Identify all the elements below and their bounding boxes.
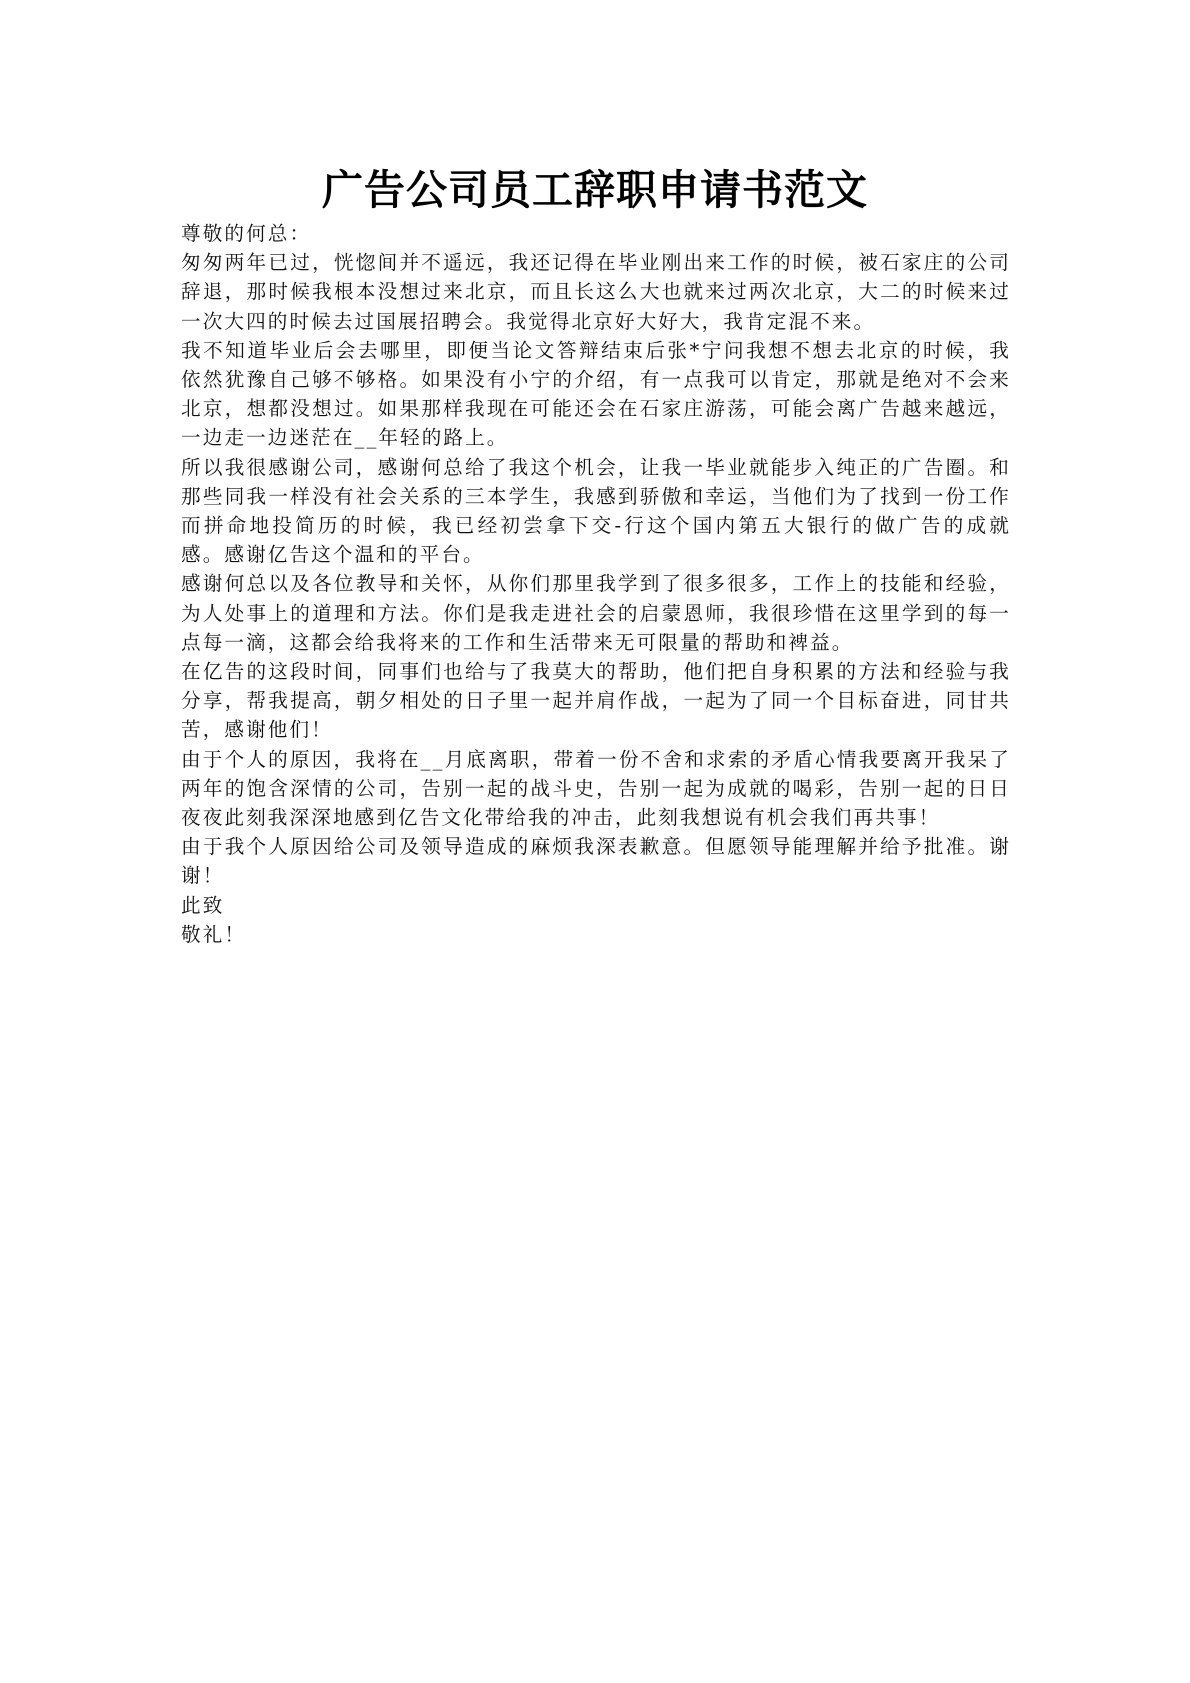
document-title: 广告公司员工辞职申请书范文 [322, 166, 868, 214]
paragraph-3: 所以我很感谢公司，感谢何总给了我这个机会，让我一毕业就能步入纯正的广告圈。和那些同我一样没有社会关系的三本学生，我感到骄傲和幸运，当他们为了找到一份工作而拼命地投简历的时候，我已经初尝拿下交-行这个国内第五大银行的做广告的成就感。感谢亿告这个温和的平台。 [181, 455, 1011, 567]
paragraph-5: 在亿告的这段时间，同事们也给与了我莫大的帮助，他们把自身积累的方法和经验与我分享，帮我提高，朝夕相处的日子里一起并肩作战，一起为了同一个目标奋进，同甘共苦，感谢他们！ [181, 660, 1011, 742]
paragraph-6: 由于个人的原因，我将在__月底离职，带着一份不舍和求索的矛盾心情我要离开我呆了两年的饱含深情的公司，告别一起的战斗史，告别一起为成就的喝彩，告别一起的日日夜夜此刻我深深地感到亿告文化带给我的冲击，此刻我想说有机会我们再共事！ [181, 747, 1011, 830]
paragraph-4: 感谢何总以及各位教导和关怀，从你们那里我学到了很多很多，工作上的技能和经验，为人处事上的道理和方法。你们是我走进社会的启蒙恩师，我很珍惜在这里学到的每一点每一滴，这都会给我将来的工作和生活带来无可限量的帮助和裨益。 [181, 572, 1011, 654]
document-body [181, 219, 1011, 949]
closing-line-1: 此致 [181, 893, 225, 917]
paragraph-2: 我不知道毕业后会去哪里，即便当论文答辩结束后张*宁问我想不想去北京的时候，我依然犹豫自己够不够格。如果没有小宁的介绍，有一点我可以肯定，那就是绝对不会来北京，想都没想过。如果那样我现在可能还会在石家庄游荡，可能会离广告越来越远，一边走一边迷茫在__年轻的路上。 [181, 338, 1011, 450]
paragraph-7: 由于我个人原因给公司及领导造成的麻烦我深表歉意。但愿领导能理解并给予批准。谢谢！ [181, 835, 1011, 888]
salutation: 尊敬的何总： [181, 222, 312, 245]
closing-line-2: 敬礼！ [181, 922, 247, 946]
paragraph-1: 匆匆两年已过，恍惚间并不遥远，我还记得在毕业刚出来工作的时候，被石家庄的公司辞退，那时候我根本没想过来北京，而且长这么大也就来过两次北京，大二的时候来过一次大四的时候去过国展招聘会。我觉得北京好大好大，我肯定混不来。 [181, 251, 1011, 333]
